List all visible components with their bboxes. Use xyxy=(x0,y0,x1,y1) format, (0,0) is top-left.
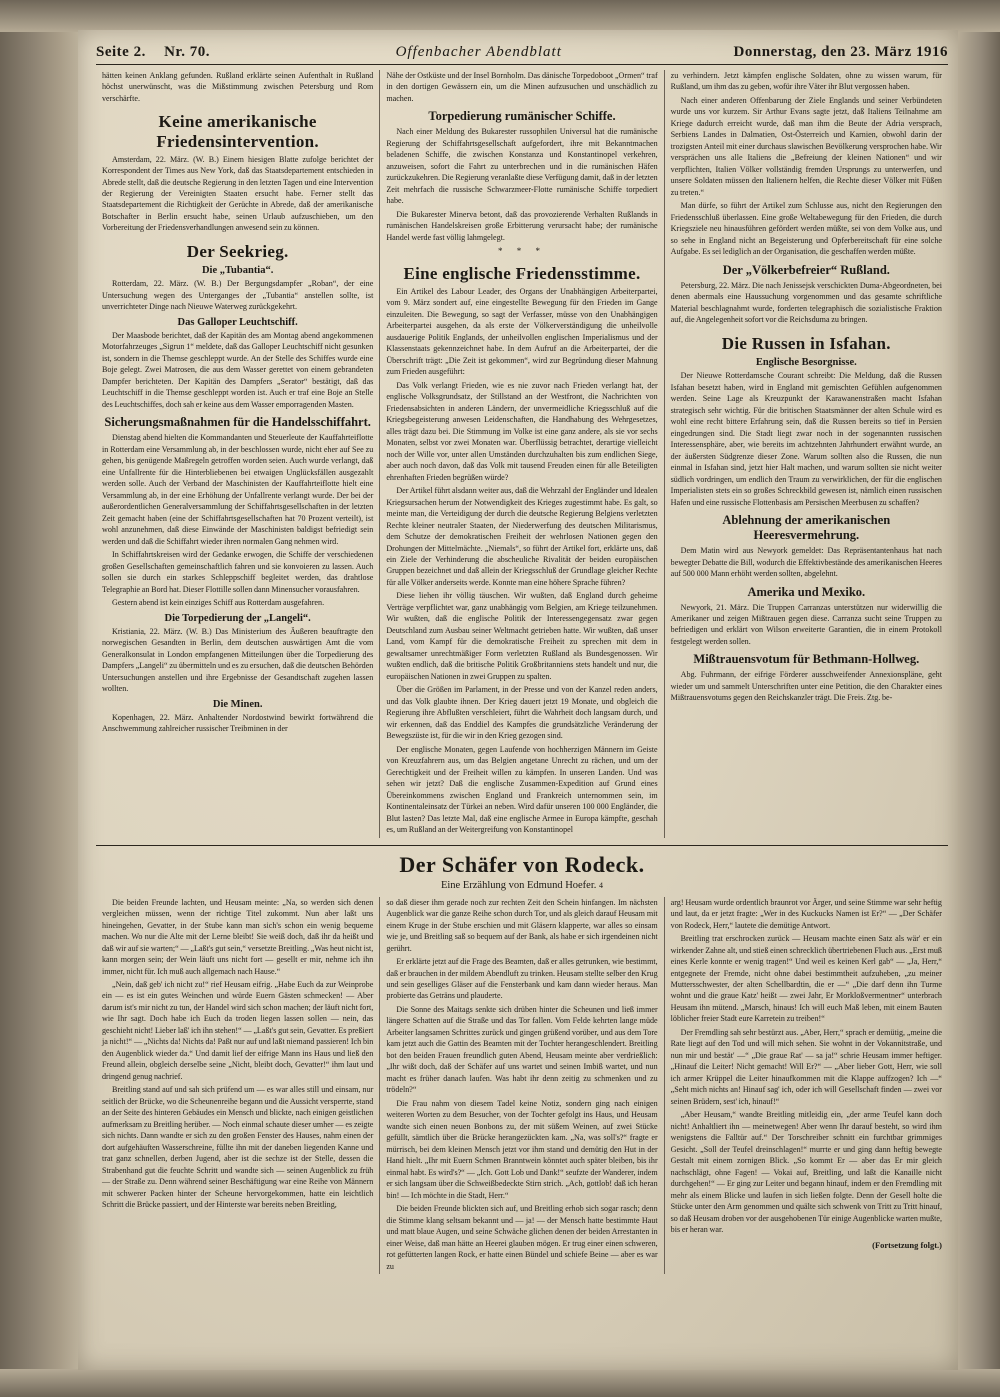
column-1 xyxy=(96,70,379,838)
page-content xyxy=(96,44,948,1358)
paragraph: Die Bukarester Minerva betont, daß das provozierende Verhalten Rußlands in rumänischen Handelskreisen große Erbitterung verursacht habe; der rumänische Handel werde fast völlig lahmgelegt. xyxy=(386,209,658,242)
headline-russia-liberator: Der „Völkerbefreier“ Rußland. xyxy=(722,262,890,277)
paragraph: Der Nieuwe Rotterdamsche Courant schreibt: Die Meldung, daß die Russen Isfahan besetzt haben, wird in England mit gemischten Gefühlen aufgenommen werden. Seine Lage als Kreuzpunkt der Karawanenstraßen macht Isfahan strategisch sehr wichtig. Für die britischen Staatsmänner der alten Schule wird es wohl eine recht bittere Erfahrung sein, daß die Russen bereits so tief in Persien eingedrungen sind. Die Stadt liegt zwar noch in der sogenannten russischen Interessensphäre, aber, wie bereits im achtzehnten Jahrhundert erwähnt wurde, an der äußersten Südgrenze dieser Zone. Warum sollten also die Russen, die nun einmal in Isfahan sind, jetzt hier Halt machen, und warum sollten sie nicht weiter südlich vordringen, um endlich den Traum zu verwirklichen, der für die englischen Imperialisten stets ein so großes Schreckbild gewesen ist, nämlich einen russischen Hafen und eine russische Flottenbasis am Persischen Meerbusen zu schaffen? xyxy=(670,371,942,507)
column-3 xyxy=(664,70,948,838)
ornament-divider: * * * xyxy=(497,246,546,257)
feuilleton-separator xyxy=(96,845,948,846)
story-paragraph: Der Fremdling sah sehr bestürzt aus. „Aber, Herr,“ sprach er demütig, „meine die Rate liegt auf den Tod und will mich sehen. Sie wohnt in der Vokannitstraße, und nun mir und bestät' —“ „Die graue Rat' — sa ja!“ schrie Heusam immer heftiger. „Hinauf die Leiter! Nicht gemacht! Will Er?“ — „Aber lieber Gott, Herr, wie soll ich armer Krüppel die Leiter hinaufkommen mit die Klappe auffzogen? Ich —“ „Seht mich nichts an! Hinauf sag' ich, oder ich will Gesellschaft finden — zwei vor seinen Brüdern, sest' ich, hinauf!“ xyxy=(670,1027,942,1106)
headline-us-army-increase-rejected: Ablehnung der amerikanischen Heeresvermehrung. xyxy=(722,513,891,543)
headline-romanian-ships-torpedoed: Torpedierung rumänischer Schiffe. xyxy=(428,109,616,124)
subhead-tubantia: Die „Tubantia“. xyxy=(201,265,274,277)
headline-english-peace-voice: Eine englische Friedensstimme. xyxy=(403,264,641,284)
subhead-mines: Die Minen. xyxy=(212,698,263,710)
paragraph: Nähe der Ostküste und der Insel Bornholm. Das dänische Torpedoboot „Ormen“ traf in den dortigen Gewässern ein, um die Minen aufzusuchen und unschädlich zu machen. xyxy=(386,71,658,103)
paragraph: Nach einer Meldung des Bukarester russophilen Universul hat die rumänische Regierung der Schiffahrtsgesellschaft aufgefordert, ihre mit Bekanntmachen beladenen Schiffe, die zwischen Konstanza und Konstantinopel verkehren, anzuweisen, sofort die Fahrt zu unterbrechen und in die rumänischen Häfen zurückzukehren. Die Regierung veranlaßte diese Verfügung damit, daß in der letzten Zeit mehrfach die russische Schwarzmeer-Flotte rumänische Schiffe torpediert habe. xyxy=(386,127,658,206)
page-top-shadow xyxy=(0,0,1000,32)
issue-number: Nr. 70. xyxy=(164,44,210,60)
paragraph: Der englische Monaten, gegen Laufende von hochherzigen Männern im Geiste von Kreuzfahrern aus, um das Belgien angetane Unrecht zu rächen, und um der Gerechtigkeit und der Freiheit willen zu kämpfen. In unseren Landen. Und was sehen wir jetzt? Daß die englische Zusammen-Expedition auf Grund eines Übereinkommens zwischen England und Frankreich unternommen sein, im Kontinentaleinsatz der Türkei an neben. Wird dafür unseren 100 000 Engländer, die Blut lasten? Das letzte Mal, daß eine englische Armee in Europa kämpfte, geschah es, um Rußland an der Weitergreifung von Konstantinopel xyxy=(386,744,658,835)
headline-america-and-mexico: Amerika und Mexiko. xyxy=(747,584,866,599)
paragraph: Amsterdam, 22. März. (W. B.) Einem hiesigen Blatte zufolge berichtet der Korrespondent der Times aus New York, daß das Staatsdepartement entschieden in Abrede stellt, daß die deutsche Regierung in den letzten Tagen und eine Intervention der Regierung der Vereinigten Staaten ersucht habe. Ferner stellt das Staatsdepartement die Richtigkeit der Gerüchte in Abrede, daß der amerikanische Botschafter in Berlin ersucht habe, seinen Urlaub aufzuschieben, um den Vorbereitung der Friedensverhandlungen anwesend sein zu können. xyxy=(102,154,374,233)
page-left-shadow xyxy=(0,0,86,1397)
page-right-shadow xyxy=(954,0,1000,1397)
story-paragraph: Breitling trat erschrocken zurück — Heusam machte einen Satz als wär' er ein wirkender Zahne alt, und stieß einen schrecklich übertriebenen Fluch aus. „Erst muß eines Kerle konnte er wenig tragen!“ Und weil es keinen Kerl gab“ — „Ja, Herr,“ entgegnete der Fremde, nicht ohne dabei bestimmtheit aufzuheben, „zu meiner Muttersschwester, der alten Schellbardtin, die er —“ „Die darf denn ihn Turme wohnt und die graue Katz' heißt — zwei Jahr, Er Morkloßvermentner“ unterbrach Heusam ihn mütend. „Marsch, hinaus! Ich will euch Maß leben, mit einem Bauten löblicher freier Stadt eure Karretein zu treiben!“ xyxy=(670,934,942,1024)
feuilleton-subtitle xyxy=(96,880,948,891)
page-bottom-shadow xyxy=(0,1369,1000,1397)
masthead xyxy=(96,44,948,65)
story-paragraph: Breitling stand auf und sah sich prüfend um — es war alles still und einsam, nur seitlich der Brücke, wo die Scheunenreihe begann und die Aussicht versperrte, stand an der Seite des hinteren Gebäudes ein Mensch und blickte, nach einigen geistlichen aufmerksam zu Breitling herüber. — Noch einmal schaute dieser umher — es zeigte sich nichts. Dann wandte er sich zu den großen Fenster des Hauses, nahm einen der dort aufgehäuften Wasserschreine, füllte ihn mit der daneben liegenden Kanne und trat ganz schnellen, derben Jugend, aber ist die sechze ist der Stelle, dessen die Strabenhand gut die feuchte Schritt und wandte sich — seinen Augenblick zu früh — der Straße zu. Denn während seiner Beschäftigung war eine Reihe von Männern mit schwerer Packen hinter der Scheune hervorgekommen, hatte ein leichtlich Schritt die Brücke passiert, und der Hinterste war bereits neben Breitling, xyxy=(102,1085,374,1210)
feuilleton-column-1 xyxy=(96,897,379,1275)
paragraph: Über die Größen im Parlament, in der Presse und von der Kanzel reden anders, und das Volk glaubte ihnen. Der Krieg dauert jetzt 19 Monate, und obgleich die Regierung ihre Abflußten verschleiert, führt die Wahrheit doch langsam durch, und wir erkennen, daß das Enddiel des Kampfes die grundsätzliche Veränderung der Bewegszüste ist, für die wir in den Krieg gezogen sind. xyxy=(386,685,658,741)
paragraph: Ein Artikel des Labour Leader, des Organs der Unabhängigen Arbeiterpartei, vom 9. März sondert auf, eine eingestellte Bewegung für den Frieden im Gange einzuleiten. Die Bewegung, so sagt der Verfasser, müsse von den Unabhängigen Arbeiterpartei ausgehen, da als erste der Völkerverständigung die unheilvolle ausdauerige Politik Englands, der unheilvollen englischen Imperialismus und der Klassenstaats gekennzeichnet habe. In dem Aufruf an die Arbeiterpartei, der die Überschrift trägt: „Die Zeit ist gekommen“, wird zur Begründung dieser Mahnung zum Frieden ausgeführt: xyxy=(386,286,658,377)
newspaper-title: Offenbacher Abendblatt xyxy=(395,44,562,60)
headline-russians-in-isfahan: Die Russen in Isfahan. xyxy=(721,333,891,353)
paragraph: In Schiffahrtskreisen wird der Gedanke erwogen, die Schiffe der verschiedenen großen Gesellschaften gemeinschaftlich fahren und sie konvoieren zu lassen. Auch sollen sie durch ein starkes Schleppschiff begleitet werden, das drahtlose Telegraphie an Bord hat. Dieser Flottille sollen dann Minensucher vorausfahren. xyxy=(102,550,374,594)
paragraph: Dienstag abend hielten die Kommandanten und Steuerleute der Kauffahrteiflotte in Rotterdam eine Versammlung ab, in der beschlossen wurde, nicht eher auf See zu gehen, bis genügende Maßregeln getroffen worden seien. Auch wurde verlangt, daß eine Unfallrente für die Hinterbliebenen bei etwaigen Unglücksfällen ausgezahlt werden solle. Auch der Verband der Maschinisten der Kauffahrteiflotte hielt eine Versammlung ab, in der eine Erhöhung der Unfallrente verlangt wurde. Der bei der außerordentlichen Generalversammlung der Schiffahrtsgesellschaften in der letzten Zeit gemacht haben (eine der Schiffahrtsgesellschaften hat 70 Prozent verteilt), ist wohl anzunehmen, daß diese Einwände der Maschinisten baldigst befriedigt sein werden und daß die Schiffahrt wieder ihren normalen Gang nehmen wird. xyxy=(102,433,374,546)
paragraph: Gestern abend ist kein einziges Schiff aus Rotterdam ausgefahren. xyxy=(112,598,325,608)
paragraph: Dem Matin wird aus Newyork gemeldet: Das Repräsentantenhaus hat nach bewegter Debatte die Bill, wodurch die Effektivbestände des amerikanischen Heeres auf 500 000 Mann erhöht werden sollten, abgelehnt. xyxy=(670,546,942,579)
feuilleton-chapter-number: 4 xyxy=(599,880,604,890)
headline-no-confidence-bethmann: Mißtrauensvotum für Bethmann-Hollweg. xyxy=(693,652,920,667)
feuilleton-author-line: Eine Erzählung von Edmund Hoefer. xyxy=(440,879,597,891)
story-paragraph: Die Frau nahm von diesem Tadel keine Notiz, sondern ging nach einigen weiteren Worten zu dem Besucher, von der Tochter gefolgt ins Haus, und Heusam wandte sich einen neuen Bonbons zu, der mit süßem Weinen, auf zwei Stücke gefüllt, sämtlich über die Brücke herangezückten kam. „Na, was soll's?“ fragte er mürrisch, bei dem kleinen Mensch jetzt vor ihm stand und demütig den Hut in der Hand hielt. „Ihr mit Euern Schmen Branntwein könntet auch später bleiben, bis ihr einmal habt. Es wird's?“ — „Ich. Gott Lob und Dank!“ seufzte der Wanderer, indem er sich langsam über die Schweißbedeckte Stirn strich. „Ach, gottlob! daß ich heran bin! — Ich möchte in die Stadt, Herr.“ xyxy=(386,1098,658,1200)
paragraph: Nach einer anderen Offenbarung der Ziele Englands und seiner Verbündeten wurde uns vor kurzem. Sir Arthur Evans sagte jetzt, daß Italiens Teilnahme am Kriege dadurch erreicht wurde, daß man ihm die Beute der Adria versprach, Serbiens Landes in Dalmatien, Ost-Österreich und Karnien, obwohl darin der trozigsten Anteil mit einer durchaus slawischen Bevölkerung versprochen habe. Wir versprächen uns alle Italiens die „Befreiung der kleinen Nationen“ und wir verpflichten, Italien Völker vollständig fremden Ursprungs zu unterwerfen, und unsere Soldaten müssen den Italienern helfen, die Rechte dieser Völker mit Füßen zu treten.“ xyxy=(670,95,942,197)
paragraph: Rotterdam, 22. März. (W. B.) Der Bergungsdampfer „Roban“, der eine Untersuchung wegen des Unterganges der „Tubantia“ anstellen sollte, ist unverrichteter Dinge nach Nieuwe Waterweg zurückgekehrt. xyxy=(102,279,374,312)
paragraph: Der Artikel führt alsdann weiter aus, daß die Wehrzahl der Engländer und Idealen Kriegsursachen herum der Notwendigkeit des Krieges zugestimmt habe. Es galt, so meinte man, die Verteidigung der durch die deutsche Regierung Belgiens verletzten Rechte kleiner neutraler Staaten, der Niederwerfung des deutschen Militarismus, dem Schutze der demokratischen Freiheit der wehrlosen Nationen gegen den Drohungen der Mittelmächte. „Niemals“, so führt der Artikel fort, erklärte uns, daß ein Ziele der Verhinderung die abscheuliche Rivalität der beiden europäischen Gruppen bezeichnet und daß allein der Kriegsschluß der Grundlage gleicher Rechte für alle Völker anderseits werde. Konnte man eine höhere Sprache führen? xyxy=(386,486,658,587)
subhead-english-concerns: Englische Besorgnisse. xyxy=(755,357,857,369)
paragraph: Diese liehen ihr völlig täuschen. Wir wußten, daß England durch geheime Verträge verpflichtet war, ganz unabhängig vom Belgien, am Kriege teilzunehmen. Wir wußten, daß die englische Politik der Interessengegensatz zwar gegen Deutschland zum Ausbau seiner Weltmacht getrieben hatte. Wir wußten, daß unser Land, vom Kampf für die demokratische Freiheit zu sprechen mit dem in gewaltsamer unrechtmäßiger Form verletzten Rußland als Bundesgenossen. Wir wußten endlich, daß die britische Politik Großbritanniens stets handelt und nur, die europäischen Nationen in zwei Gruppen zu spalten. xyxy=(386,591,658,681)
publication-date: Donnerstag, den 23. März 1916 xyxy=(733,44,948,60)
masthead-left xyxy=(96,44,224,61)
feuilleton-column-3 xyxy=(664,897,948,1275)
paragraph: Das Volk verlangt Frieden, wie es nie zuvor nach Frieden verlangt hat, der englische Volksgrundsatz, der Stillstand an der Westfront, die Nachrichten von Friedensabsichten in anderen Ländern, der unvermeidliche Kriegsschluß auf die Kriegsbegeisterung anwesen Leidenschaften, die Handhabung des Wehrgesetzes, alles trägt dazu bei. Die Stimmung im Volke ist eine ganz andere, als sie vor sechs Monaten, selbst vor zwei Monaten war. Überflüssig betrachtet, derartige vielleicht noch der Wille vor, unter allen Umständen durchzuhalten bis zum endlichen Siege, aber auch noch davon, daß das Volk mit tausend Freuden einen für alle Beteiligten ehrenhaften Frieden begrüßen würde? xyxy=(386,380,658,482)
article-continuation: hätten keinen Anklang gefunden. Rußland erklärte seinen Aufenthalt in Rußland höchst unerwünscht, was die Mißstimmung zwischen Petersburg und Rom verschärfte. xyxy=(102,71,374,103)
subhead-langeli-torpedoing: Die Torpedierung der „Langeli“. xyxy=(164,612,311,624)
story-paragraph: Die Sonne des Maitags senkte sich drüben hinter die Scheunen und ließ immer längere Schatten auf die Straße und das Tor fallen. Vom Felde kehrten lange müde Arbeiter langsamen Schrittes zurück und gingen grüßend vorüber, und aus dem Tore kam jetzt auch die Gattin des Beamten mit der Tochter herangeschlendert. Breitling bot den beiden Frauen freundlich guten Abend, Heusam meinte aber verdrießlich: „Ihr wißt doch, daß der Schäfer auf uns wartet und seinen Imbiß wartet, und nun macht es früher danach laufen. Was habt ihr denn zeitig zu schmenken und zu trödeln?“ xyxy=(386,1004,658,1095)
paragraph: Abg. Fuhrmann, der eifrige Förderer ausschweifender Annexionspläne, geht wieder um und sammelt Unterschriften unter eine Petition, die den Charakter eines Mißtrauensvotums gegen den Reichskanzler trägt. Die Freis. Ztg. be- xyxy=(670,670,942,703)
paragraph: Petersburg, 22. März. Die nach Jenissejsk verschickten Duma-Abgeordneten, bei denen abermals eine Haussuchung vorgenommen und das gesamte schriftliche Material beschlagnahmt wurde, forderten telegraphisch die sozialistische Fraktion auf, die Angelegenheit sofort vor die Reichsduma zu bringen. xyxy=(670,280,942,325)
paragraph: Kristiania, 22. März. (W. B.) Das Ministerium des Äußeren beauftragte den norwegischen Gesandten in Berlin, dem deutschen auswärtigen Amt die vom Generalkonsulat in London empfangenen Mitteilungen über die Torpedierung des Dampfers „Langeli“ zu übermitteln und es zu ersuchen, daß die deutschen Behörden Untersuchungen anstellen und ihre Ergebnisse der Gesandtschaft zugehen lassen wollten. xyxy=(102,626,374,694)
paragraph: Kopenhagen, 22. März. Anhaltender Nordostwind bewirkt fortwährend die Anschwemmung zahlreicher russischer Treibminen in der xyxy=(102,712,374,733)
column-2 xyxy=(379,70,663,838)
story-paragraph: Die beiden Freunde lachten, und Heusam meinte: „Na, so werden sich denen vergleichen müssen, wenn der richtige Titel zukommt. Nun aber laßt uns hineingehen, Gevatter, in der Stube kann man sich's schon ein wenig bequeme machen. Wo nur die Alte mit der Lerne bleibt! Sie weiß doch, daß ihr da heißt und daß wir auf sie warten;“ — „Laßt's gut sein,“ versetzte Breitling. „Was heut nicht ist, kann morgen sein; der Wein läuft uns nicht fort — gesellt er mir, nehme ich ihn immer, nicht für. Ich muß auch allgemach nach Hause.“ xyxy=(102,897,374,976)
continuation-note: (Fortsetzung folgt.) xyxy=(872,1239,942,1250)
page-number: Seite 2. xyxy=(96,44,146,60)
paragraph: Man dürfe, so führt der Artikel zum Schlusse aus, nicht den Regierungen den Friedensschluß überlassen. Eine große Weltabewegung für den Frieden, die durch Kriegsziele neu hinausführen gefördert werden müßte, sei von dem Volke aus, und so sehe in England nicht an Begeisterung und Opferbereitschaft für eine solche Aufgabe. Es sei lediglich an der Organisation, die geschaffen werden müßte. xyxy=(670,201,942,257)
story-paragraph: Er erklärte jetzt auf die Frage des Beamten, daß er alles getrunken, wie bestimmt, daß er brauchen in der mildem Abendluft zu trinken. Heusam stellte selber den Krug und sein geselliges Gläser auf die Fensterbank und kam dann wieder heraus. Man probierte das Geträns und plauderte. xyxy=(386,957,658,1001)
paragraph: Der Maasbode berichtet, daß der Kapitän des am Montag abend angekommenen Motorfahrzeuges „Sigrun 1“ meldete, daß das Galloper Leuchtschiff nicht gesunken ist, sondern in die Themse geschleppt wurde. An der Stelle des Schiffes wurde eine Boje gelegt. Zwei Matrosen, die aus dem Wasser gerettet von einem gebrandeten Dampfer berichteten. Der Kapitän des Dampfers „Serator“ bestätigt, daß das Leuchtschiff in die Themse geschleppt worden ist. Auch er traf eine Boje an Stelle des Leuchtschiffes, doch sah er keine aus dem Wasser emporragenden Masten. xyxy=(102,330,374,409)
feuilleton-section xyxy=(96,852,948,1275)
story-paragraph: „Aber Heusam,“ wandte Breitling mitleidig ein, „der arme Teufel kann doch nicht! Anhaltliert ihn — meinetwegen! Aber wenn Ihr darauf besteht, so wird ihm wenigstens die Falltür auf.“ Der Torschreiber schnitt ein furchtbar grimmiges Gesicht. „Soll der Teufel dreinschlagen!“ murrte er und ging dann heftig bewegte Gestalt mit einem zornigen Blick. „So kommt Er — aber das Er mir gleich nachschlägt, ohne Fagen! — Vokai auf, Breitling, und laßt die Kanaille nicht durchgehen!“ — Er ging zur Leiter und begann hinauf, indem er den Fremdling mit mehr als einem Blicke und laufen in sich ließen folgte. Denn der Gesell holte die Stücke unter den Arm genommen und quälte sich schwenk von Tritt zu Tritt hinauf, so daß Heusam droben vor der ausgehobenen Tür einige Augenblicke warten mußte, bis er heran war. xyxy=(670,1110,942,1235)
feuilleton-title: Der Schäfer von Rodeck. xyxy=(399,851,645,877)
story-paragraph: arg! Heusam wurde ordentlich braunrot vor Ärger, und seine Stimme war sehr heftig und laut, da er jetzt fragte: „Wer in des Kuckucks Namen ist Er?“ — „Der Schäfer von Rodeck, Herr,“ lautete die demütige Antwort. xyxy=(670,897,942,930)
feuilleton-columns xyxy=(96,897,948,1275)
story-paragraph: so daß dieser ihm gerade noch zur rechten Zeit den Schein hinfangen. Im nächsten Augenblick war die ganze Reihe schon durch Tor, und als gleich darauf Heusam mit einem Kruge in der Stube erschien und mit Gläsern klapperte, war alles so einsam wie je, und Breitling saß so bequem auf der Bank, als habe er sich irgendeinen nicht gerührt. xyxy=(386,897,658,953)
news-columns xyxy=(96,70,948,838)
paragraph: Newyork, 21. März. Die Truppen Carranzas unterstützen nur widerwillig die Amerikaner und zeigen Mißtrauen gegen diese. Carranza sucht seine Truppen zu befriedigen und erklärt von Wilson erweiterte Garantien, die in einem Protokoll festgelegt werden sollen. xyxy=(670,602,942,646)
subhead-shipping-safety: Sicherungsmaßnahmen für die Handelsschiffahrt. xyxy=(104,415,371,430)
headline-naval-war: Der Seekrieg. xyxy=(186,241,289,261)
subhead-galloper-lightship: Das Galloper Leuchtschiff. xyxy=(177,316,298,328)
story-paragraph: „Nein, daß geb' ich nicht zu!“ rief Heusam eifrig. „Habe Euch da zur Weinprobe ein — es ist ein gutes Weinchen und würde Euern Gästen schmecken! — Aber darum ist's mir nicht zu tun, der Handel wird sich schon machen; der läuft nicht fort, wie Ihr sagt. Doch habe ich Euch da troden liegen lassen sollen — nein, das geschieht nicht! Lieber laß' ich ihn stehen!“ — „Laßt's gut sein, Gevatter. Es preßiert ja nicht!“ — „Nichts da! Nichts da! Paßt nur auf und laßt niemand passieren! Ich bin den Augenblick wieder da.“ Und damit lief der eifrige Mann ins Haus und ließ den Freund allein, obgleich derselbe seine „Nicht, bleibt doch, Gevatter!“ ihm laut und dringend genug nachrief. xyxy=(102,980,374,1081)
story-paragraph: Die beiden Freunde blickten sich auf, und Breitling erhob sich sogar rasch; denn die Stimme klang seltsam bekannt und — ja! — der Mensch hatte bestimmte Haut und matt blaue Augen, und seine Schwäche glichen denen der beiden Arrestanten in einer Weise, daß man hätte an Heerei glauben mögen. Er trug einer einen schweren, rot gefütterten langen Rock, er hatte einen Bündel und schiefe Beine — aber es war zu xyxy=(386,1204,658,1271)
feuilleton-column-2 xyxy=(379,897,663,1275)
headline-no-us-peace-intervention: Keine amerikanische Friedensintervention. xyxy=(156,112,319,151)
paragraph: zu verhindern. Jetzt kämpfen englische Soldaten, ohne zu wissen warum, für Rußland, um ihm das zu geben, wofür ihre Väter ihr Blut vergossen haben. xyxy=(670,71,942,92)
